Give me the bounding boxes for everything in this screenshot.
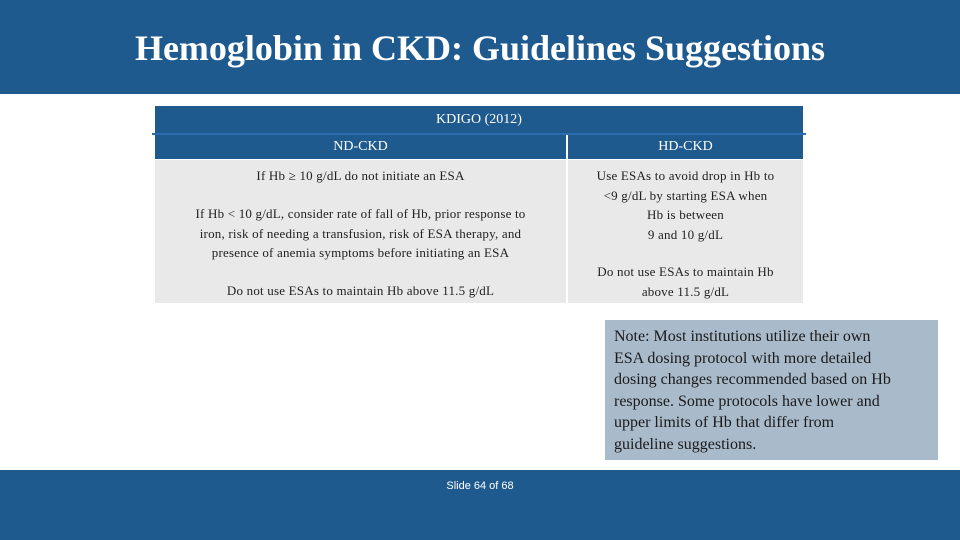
column-header-hd-ckd: HD-CKD [568, 135, 803, 159]
slide-title: Hemoglobin in CKD: Guidelines Suggestions [134, 28, 826, 68]
nd-ckd-consideration-line: presence of anemia symptoms before initiating an ESA [211, 245, 510, 260]
hd-ckd-initiation-line: Hb is between [647, 207, 724, 222]
column-header-nd-ckd: ND-CKD [155, 135, 566, 159]
hd-ckd-maintenance-line: Do not use ESAs to maintain Hb [597, 264, 774, 279]
hd-ckd-initiation-line: <9 g/dL by starting ESA when [603, 187, 768, 203]
note-line: dosing changes recommended based on Hb [614, 371, 891, 388]
note-box [605, 320, 938, 460]
hd-ckd-maintenance-rule [568, 262, 803, 301]
nd-ckd-consideration-line: iron, risk of needing a transfusion, risk of ESA therapy, and [199, 225, 522, 241]
nd-ckd-cell [155, 160, 566, 303]
nd-ckd-initiation-rule: If Hb ≥ 10 g/dL do not initiate an ESA [256, 168, 465, 183]
nd-ckd-consideration [155, 204, 566, 263]
note-line: response. Some protocols have lower and [614, 392, 880, 410]
hd-ckd-initiation-line: 9 and 10 g/dL [647, 226, 724, 242]
note-line: guideline suggestions. [614, 435, 757, 453]
hd-ckd-maintenance-line: above 11.5 g/dL [641, 283, 730, 299]
nd-ckd-consideration-line: If Hb < 10 g/dL, consider rate of fall of Hb, prior response to [195, 206, 526, 221]
hd-ckd-initiation-rule [568, 166, 803, 244]
note-line: Note: Most institutions utilize their own [614, 328, 871, 345]
note-line: upper limits of Hb that differ from [614, 414, 835, 431]
hd-ckd-initiation-line: Use ESAs to avoid drop in Hb to [596, 168, 775, 183]
slide-number: Slide 64 of 68 [446, 480, 514, 492]
nd-ckd-maintenance-rule: Do not use ESAs to maintain Hb above 11.5 g/dL [226, 283, 495, 298]
note-line: ESA dosing protocol with more detailed [614, 349, 872, 367]
hd-ckd-cell [568, 160, 803, 303]
table-header-kdigo: KDIGO (2012) [155, 106, 803, 134]
